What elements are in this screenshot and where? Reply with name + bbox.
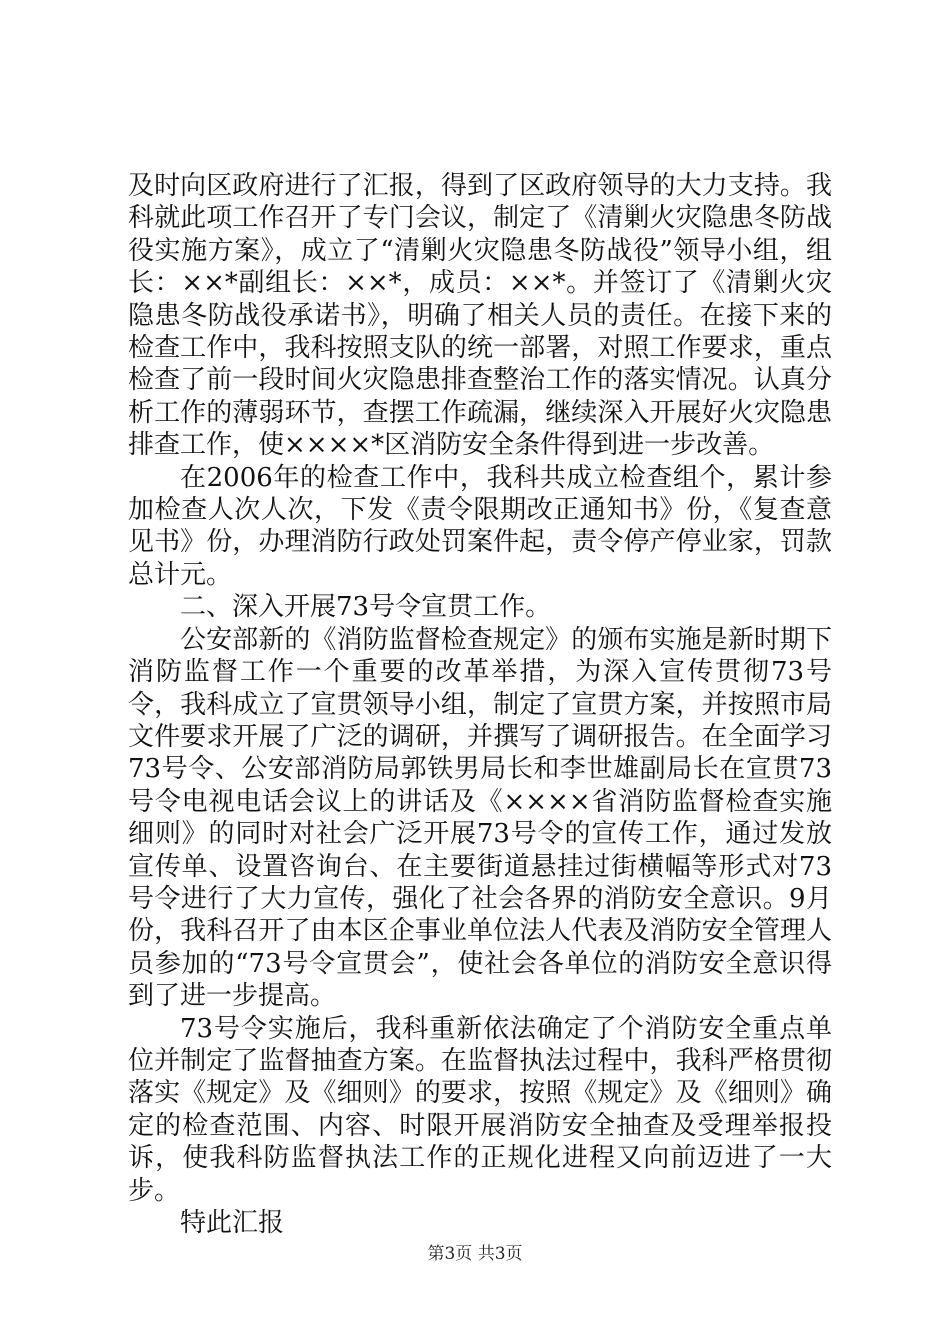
paragraph-inspection-statistics: 在2006年的检查工作中，我科共成立检查组个，累计参加检查人次人次，下发《责令限期改正通知书》份，《复查意见书》份，办理消防行政处罚案件起，责令停产停业家，罚款总计元。 bbox=[128, 462, 832, 590]
closing-remark: 特此汇报 bbox=[180, 1208, 285, 1238]
document-body bbox=[128, 170, 832, 1239]
paragraph-report-continuation: 及时向区政府进行了汇报，得到了区政府领导的大力支持。我科就此项工作召开了专门会议，制定了《清剿火灾隐患冬防战役实施方案》，成立了“清剿火灾隐患冬防战役”领导小组，组长：××*副组长：××*，成员：××*。并签订了《清剿火灾隐患冬防战役承诺书》，明确了相关人员的责任。在接下来的检查工作中，我科按照支队的统一部署，对照工作要求，重点检查了前一段时间火灾隐患排查整治工作的落实情况。认真分析工作的薄弱环节，查摆工作疏漏，继续深入开展好火灾隐患排查工作，使××××*区消防安全条件得到进一步改善。 bbox=[128, 171, 832, 461]
section-heading-order-73: 二、深入开展73号令宣贯工作。 bbox=[180, 592, 552, 623]
paragraph-order-73-promotion: 公安部新的《消防监督检查规定》的颁布实施是新时期下消防监督工作一个重要的改革举措，为深入宣传贯彻73号令，我科成立了宣贯领导小组，制定了宣贯方案，并按照市局文件要求开展了广泛的调研，并撰写了调研报告。在全面学习73号令、公安部消防局郭铁男局长和李世雄副局长在宣贯73号令电视电话会议上的讲话及《××××省消防监督检查实施细则》的同时对社会广泛开展73号令的宣传工作，通过发放宣传单、设置咨询台、在主要街道悬挂过街横幅等形式对73号令进行了大力宣传，强化了社会各界的消防安全意识。9月份，我科召开了由本区企事业单位法人代表及消防安全管理人员参加的“73号令宣贯会”，使社会各单位的消防安全意识得到了进一步提高。 bbox=[128, 624, 832, 1012]
paragraph-order-73-implementation: 73号令实施后，我科重新依法确定了个消防安全重点单位并制定了监督抽查方案。在监督执法过程中，我科严格贯彻落实《规定》及《细则》的要求，按照《规定》及《细则》确定的检查范围、内容、时限开展消防安全抽查及受理举报投诉，使我科防监督执法工作的正规化进程又向前迈进了一大步。 bbox=[128, 1013, 832, 1206]
page-number-footer: 第3页 共3页 bbox=[427, 1244, 523, 1264]
